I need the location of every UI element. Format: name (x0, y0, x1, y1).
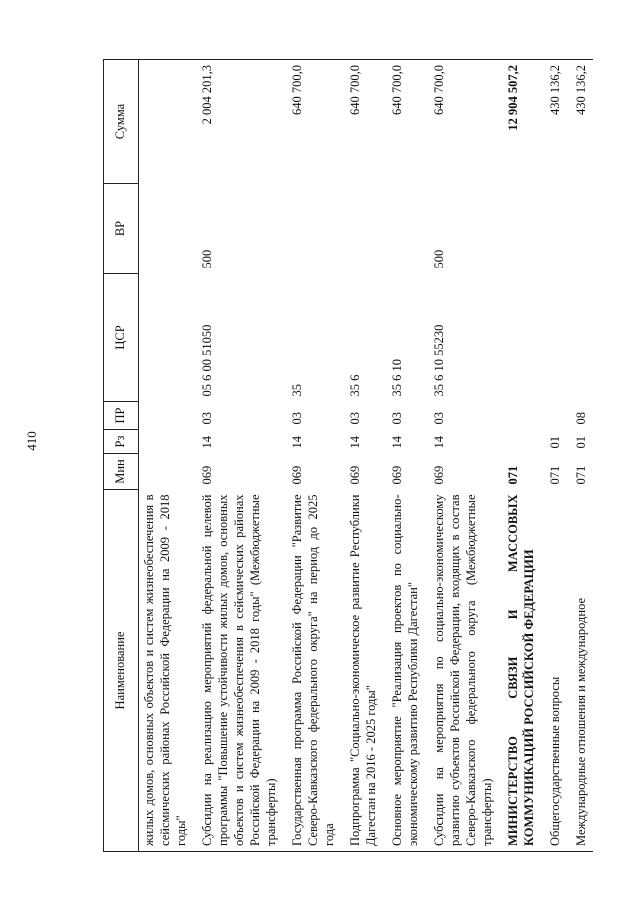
header-sum: Сумма (104, 60, 139, 184)
cell-csr: 35 6 10 (390, 359, 404, 397)
cell-min: 069 (390, 465, 404, 485)
cell-sum: 430 136,2 (567, 60, 593, 184)
cell-sum: 12 904 507,2 (499, 60, 541, 184)
table-row (193, 60, 283, 852)
cell-rz (139, 430, 194, 454)
cell-sum: 640 700,0 (425, 60, 499, 184)
table-row (139, 60, 194, 852)
cell-name: жилых домов, основных объектов и систем жизнеобеспечения в сейсмических районах Российской Федерации на 2009 - 2018 годы" (139, 490, 194, 852)
cell-name: Общегосударственные вопросы (541, 490, 567, 852)
cell-rz: 14 (348, 436, 362, 449)
cell-min (139, 454, 194, 490)
page-number: 410 (24, 431, 39, 451)
cell-csr: 35 6 10 55230 (432, 324, 446, 397)
budget-table (103, 59, 593, 852)
cell-pr: 08 (574, 412, 588, 425)
cell-vr (139, 184, 194, 274)
cell-name: Государственная программа Российской Федерации "Развитие Северо-Кавказского федерального округа" на период до 2025 года (283, 490, 341, 852)
cell-vr (283, 184, 341, 274)
table-row (567, 60, 593, 852)
cell-sum: 640 700,0 (383, 60, 425, 184)
cell-name: Субсидии на реализацию мероприятий федеральной целевой программы "Повышение устойчивости жилых домов, основных объектов и систем жизнеобеспечения в сейсмических районах Российской Федерации на 2009 - 2018 годы" (Межбюджетные трансферты) (193, 490, 283, 852)
header-min: Мин (104, 454, 139, 490)
cell-rz: 14 (290, 436, 304, 449)
cell-vr (341, 184, 383, 274)
header-csr: ЦСР (104, 274, 139, 402)
header-name: Наименование (104, 490, 139, 852)
table-row (425, 60, 499, 852)
table-row (541, 60, 567, 852)
cell-vr (383, 184, 425, 274)
cell-vr (541, 184, 567, 274)
cell-vr (499, 184, 541, 274)
cell-rz: 14 (200, 436, 214, 449)
cell-name: Подпрограмма "Социально-экономическое развитие Республики Дагестан на 2016 - 2025 годы" (341, 490, 383, 852)
rotated-page (103, 52, 623, 852)
cell-rz: 01 (574, 436, 588, 449)
cell-rz: 01 (548, 436, 562, 449)
cell-vr (567, 184, 593, 274)
header-vr: ВР (104, 184, 139, 274)
header-pr: ПР (104, 402, 139, 430)
cell-pr: 03 (432, 412, 446, 425)
cell-csr (567, 274, 593, 402)
cell-min: 071 (548, 465, 562, 485)
cell-vr: 500 (200, 249, 214, 269)
cell-pr: 03 (348, 412, 362, 425)
cell-name: Международные отношения и международное (567, 490, 593, 852)
cell-min: 071 (506, 465, 520, 485)
cell-name: МИНИСТЕРСТВО СВЯЗИ И МАССОВЫХ КОММУНИКАЦИЙ РОССИЙСКОЙ ФЕДЕРАЦИИ (499, 490, 541, 852)
cell-rz: 14 (432, 436, 446, 449)
cell-min: 071 (574, 465, 588, 485)
cell-sum: 2 004 201,3 (193, 60, 283, 184)
table-row (341, 60, 383, 852)
cell-sum (139, 60, 194, 184)
table-row (283, 60, 341, 852)
cell-pr: 03 (390, 412, 404, 425)
cell-sum: 640 700,0 (341, 60, 383, 184)
cell-csr (499, 274, 541, 402)
table-row (383, 60, 425, 852)
header-rz: Рз (104, 430, 139, 454)
table-header-row (104, 60, 139, 852)
cell-csr (541, 274, 567, 402)
cell-csr: 05 6 00 51050 (200, 324, 214, 397)
cell-min: 069 (290, 465, 304, 485)
cell-csr (139, 274, 194, 402)
cell-min: 069 (200, 465, 214, 485)
cell-pr (139, 402, 194, 430)
cell-rz (499, 430, 541, 454)
cell-sum: 430 136,2 (541, 60, 567, 184)
cell-min: 069 (348, 465, 362, 485)
cell-min: 069 (432, 465, 446, 485)
cell-pr: 03 (200, 412, 214, 425)
cell-rz: 14 (390, 436, 404, 449)
cell-sum: 640 700,0 (283, 60, 341, 184)
cell-pr: 03 (290, 412, 304, 425)
cell-vr: 500 (432, 249, 446, 269)
cell-pr (541, 402, 567, 430)
table-row (499, 60, 541, 852)
cell-name: Основное мероприятие "Реализация проектов по социально-экономическому развитию Республики Дагестан" (383, 490, 425, 852)
cell-pr (499, 402, 541, 430)
cell-csr: 35 6 (348, 374, 362, 397)
cell-csr: 35 (290, 384, 304, 397)
cell-name: Субсидии на мероприятия по социально-экономическому развитию субъектов Российской Федерации, входящих в состав Северо-Кавказского федерального округа (Межбюджетные трансферты) (425, 490, 499, 852)
